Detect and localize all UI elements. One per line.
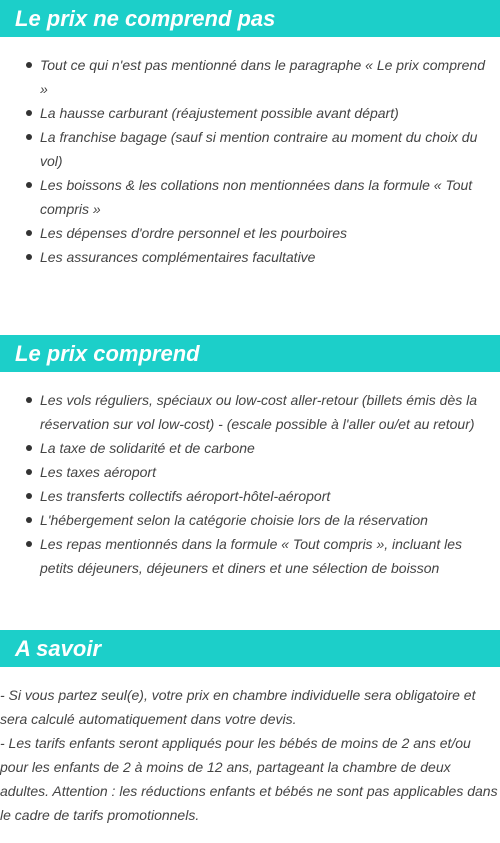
list-item: Les transferts collectifs aéroport-hôtel-aéroport [0, 484, 500, 508]
list-item: La franchise bagage (sauf si mention contraire au moment du choix du vol) [0, 125, 500, 173]
list-item: La hausse carburant (réajustement possible avant départ) [0, 101, 500, 125]
info-section-title: A savoir [0, 630, 500, 667]
list-item: Les taxes aéroport [0, 460, 500, 484]
list-item: Les vols réguliers, spéciaux ou low-cost aller-retour (billets émis dès la réservation sur vol low-cost) - (escale possible à l'aller ou/et au retour) [0, 388, 500, 436]
list-item: Les repas mentionnés dans la formule « Tout compris », incluant les petits déjeuners, déjeuners et diners et une sélection de boisson [0, 532, 500, 580]
included-section-title: Le prix comprend [0, 335, 500, 372]
excluded-section-title: Le prix ne comprend pas [0, 0, 500, 37]
info-paragraph: - Si vous partez seul(e), votre prix en chambre individuelle sera obligatoire et sera calculé automatiquement dans votre devis. [0, 687, 476, 727]
info-paragraph: - Les tarifs enfants seront appliqués pour les bébés de moins de 2 ans et/ou pour les enfants de 2 à moins de 12 ans, partageant la chambre de deux adultes. Attention : les réductions enfants et bébés ne sont pas applicables dans le cadre de tarifs promotionnels. [0, 735, 498, 823]
excluded-list [0, 53, 500, 269]
list-item: Les boissons & les collations non mentionnées dans la formule « Tout compris » [0, 173, 500, 221]
list-item: L'hébergement selon la catégorie choisie lors de la réservation [0, 508, 500, 532]
list-item: Tout ce qui n'est pas mentionné dans le paragraphe « Le prix comprend » [0, 53, 500, 101]
list-item: La taxe de solidarité et de carbone [0, 436, 500, 460]
list-item: Les dépenses d'ordre personnel et les pourboires [0, 221, 500, 245]
list-item: Les assurances complémentaires facultative [0, 245, 500, 269]
included-list [0, 388, 500, 580]
